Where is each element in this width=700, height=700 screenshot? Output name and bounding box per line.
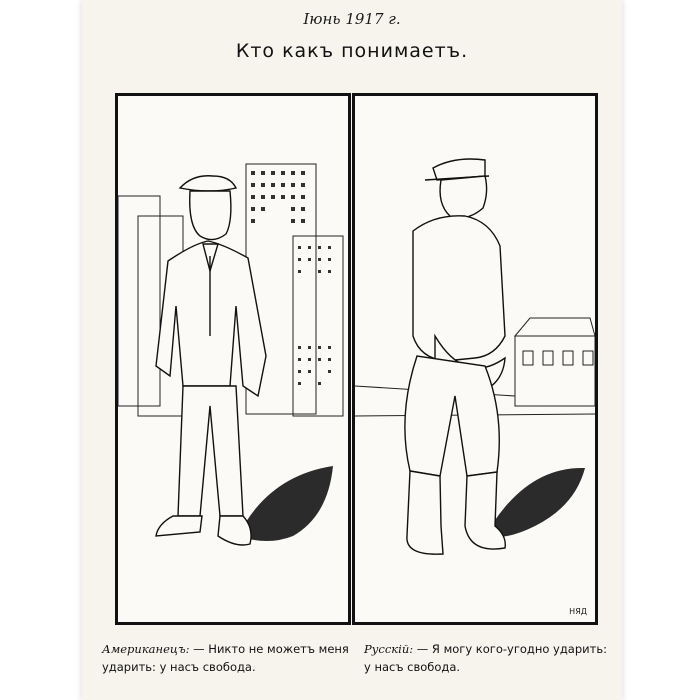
russian-figure	[405, 159, 505, 554]
caption-american	[102, 640, 357, 676]
caption-russian	[364, 640, 614, 676]
american-illustration	[118, 96, 348, 622]
panel-american	[115, 93, 351, 625]
american-figure	[156, 176, 266, 545]
caption-american-text: — Никто не можетъ меня ударить: у насъ свобода.	[102, 642, 349, 674]
ground-shadow	[238, 466, 333, 541]
caption-american-speaker: Американецъ:	[102, 642, 190, 656]
page-date: Іюнь 1917 г.	[303, 10, 401, 28]
ground-shadow	[485, 468, 585, 537]
caption-russian-speaker: Русскій:	[364, 642, 414, 656]
cartoon-title: Кто какъ понимаетъ.	[235, 40, 469, 62]
artist-signature: НЯД	[569, 607, 587, 616]
panel-russian	[352, 93, 598, 625]
page-scan	[82, 0, 622, 700]
caption-russian-text: — Я могу кого-угодно ударить: у насъ свобода.	[364, 642, 607, 674]
russian-illustration	[355, 96, 595, 622]
